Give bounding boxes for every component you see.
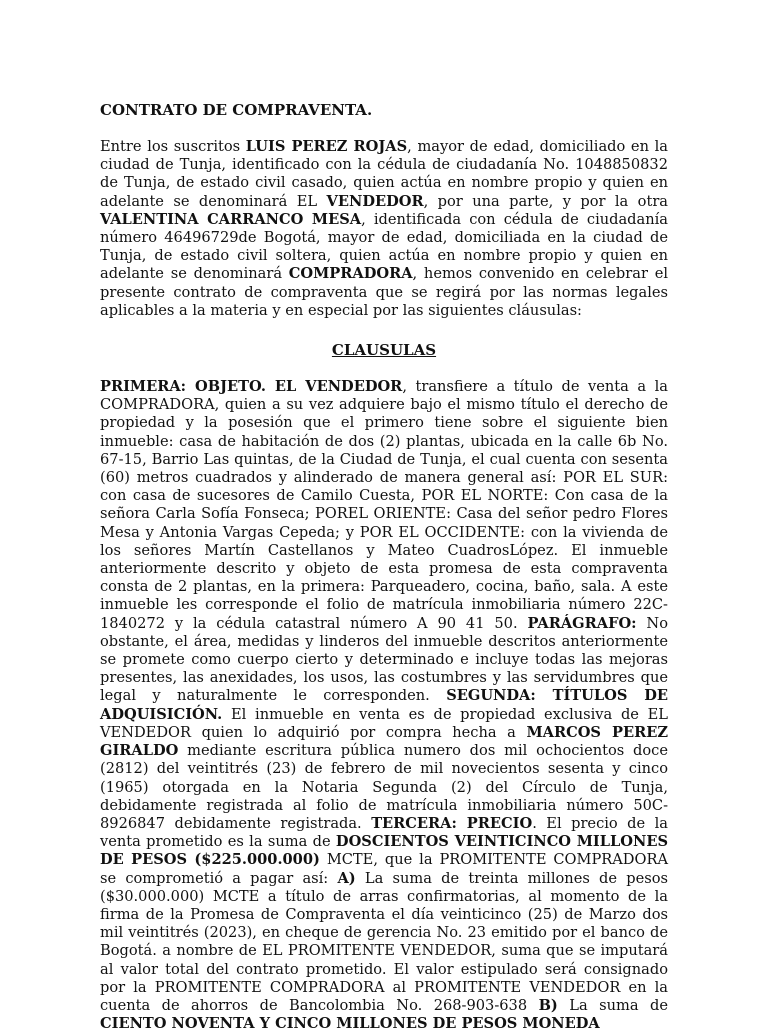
text-run: mediante escritura pública numero dos mil ochocientos doce (2812) del veintitrés (23) de febrero de mil novecientos sesenta y cinco (1965) otorgada en la Notaria Segunda (2) del Círculo de Tunja, debidamente registrada al folio de matrícula inmobiliaria número 50C-8926847 debidamente registrada. xyxy=(100,742,668,832)
bold-text-run: MARCOS PEREZ GIRALDO xyxy=(100,723,668,760)
clauses-paragraph xyxy=(100,378,668,1033)
text-run: Entre los suscritos xyxy=(100,138,246,155)
text-run: La suma de xyxy=(557,996,668,1014)
text-run: El inmueble en venta es de propiedad exclusiva de EL VENDEDOR quien lo adquirió por compra hecha a xyxy=(100,705,668,741)
text-run: No obstante, el área, medidas y linderos del inmueble descritos anteriormente se promete como cuerpo cierto y determinado e incluye todas las mejoras presentes, las anexidades, los usos, las costumbres y las servidumbres que legal y naturalmente le corresponden. xyxy=(100,614,668,705)
bold-text-run: TERCERA: PRECIO xyxy=(371,814,533,832)
bold-text-run: PRIMERA: OBJETO. EL VENDEDOR xyxy=(100,378,403,396)
intro-paragraph xyxy=(100,138,668,320)
text-run: La suma de treinta millones de pesos ($30.000.000) MCTE a título de arras confirmatorias, al momento de la firma de la Promesa de Compraventa el día veinticinco (25) de Marzo dos mil veintitrés (2023), en cheque de gerencia No. 23 emitido por el banco de Bogotá. a nombre de EL PROMITENTE VENDEDOR, suma que se imputará al valor total del contrato prometido. El valor estipulado será consignado por la PROMITENTE COMPRADORA al PROMITENTE VENDEDOR en la cuenta de ahorros de Bancolombia No. 268-903-638 xyxy=(100,869,668,1014)
section-heading: CLAUSULAS xyxy=(331,341,437,360)
text-run: , por una parte, y por la otra xyxy=(423,192,668,210)
text-run: , identificada con cédula de ciudadanía número 46496729de Bogotá, mayor de edad, domiciliada en la ciudad de Tunja, de estado civil soltera, quien actúa en nombre propio y quien en adelante se denominará xyxy=(100,210,668,283)
text-run: , hemos convenido en celebrar el presente contrato de compraventa que se regirá por las normas legales aplicables a la materia y en especial por las siguientes cláusulas: xyxy=(100,265,668,319)
bold-text-run: CIENTO NOVENTA Y CINCO MILLONES DE PESOS MONEDA xyxy=(100,1015,600,1033)
bold-text-run: COMPRADORA xyxy=(288,265,413,283)
text-run: , transfiere a título de venta a la COMPRADORA, quien a su vez adquiere bajo el mismo título el derecho de propiedad y la posesión que el primero tiene sobre el siguiente bien inmueble: casa de habitación de dos (2) plantas, ubicada en la calle 6b No. 67-15, Barrio Las quintas, de la Ciudad de Tunja, el cual cuenta con sesenta (60) metros cuadrados y alinderado de manera general así: POR EL SUR: con casa de sucesores de Camilo Cuesta, POR EL NORTE: Con casa de la señora Carla Sofía Fonseca; POREL ORIENTE: Casa del señor pedro Flores Mesa y Antonia Vargas Cepeda; y POR EL OCCIDENTE: con la vivienda de los señores Martín Castellanos y Mateo CuadrosLópez. El inmueble anteriormente descrito y objeto de esta promesa de esta compraventa consta de 2 plantas, en la primera: Parqueadero, cocina, baño, sala. A este inmueble les corresponde el folio de matrícula inmobiliaria número 22C- 1840272 y la cédula catastral número A 90 41 50. xyxy=(100,378,668,632)
bold-text-run: VALENTINA CARRANCO MESA xyxy=(100,210,362,228)
document-title: CONTRATO DE COMPRAVENTA. xyxy=(100,101,373,119)
bold-text-run: A) xyxy=(337,869,356,887)
bold-text-run: DOSCIENTOS VEINTICINCO MILLONES DE PESOS ($225.000.000) xyxy=(100,833,668,869)
text-run: MCTE, que la PROMITENTE COMPRADORA se comprometió a pagar así: xyxy=(100,851,669,887)
bold-text-run: VENDEDOR xyxy=(326,192,424,210)
bold-text-run: SEGUNDA: TÍTULOS DE ADQUISICIÓN. xyxy=(100,687,668,723)
bold-text-run: LUIS PEREZ ROJAS xyxy=(245,138,408,155)
bold-text-run: B) xyxy=(538,996,558,1014)
text-run: , mayor de edad, domiciliado en la ciudad de Tunja, identificado con la cédula de ciudadanía No. 1048850832 de Tunja, de estado civil casado, quien actúa en nombre propio y quien en adelante se denominará EL xyxy=(100,138,668,210)
text-run: . El precio de la venta prometido es la suma de xyxy=(100,814,668,851)
bold-text-run: PARÁGRAFO: xyxy=(527,614,637,632)
